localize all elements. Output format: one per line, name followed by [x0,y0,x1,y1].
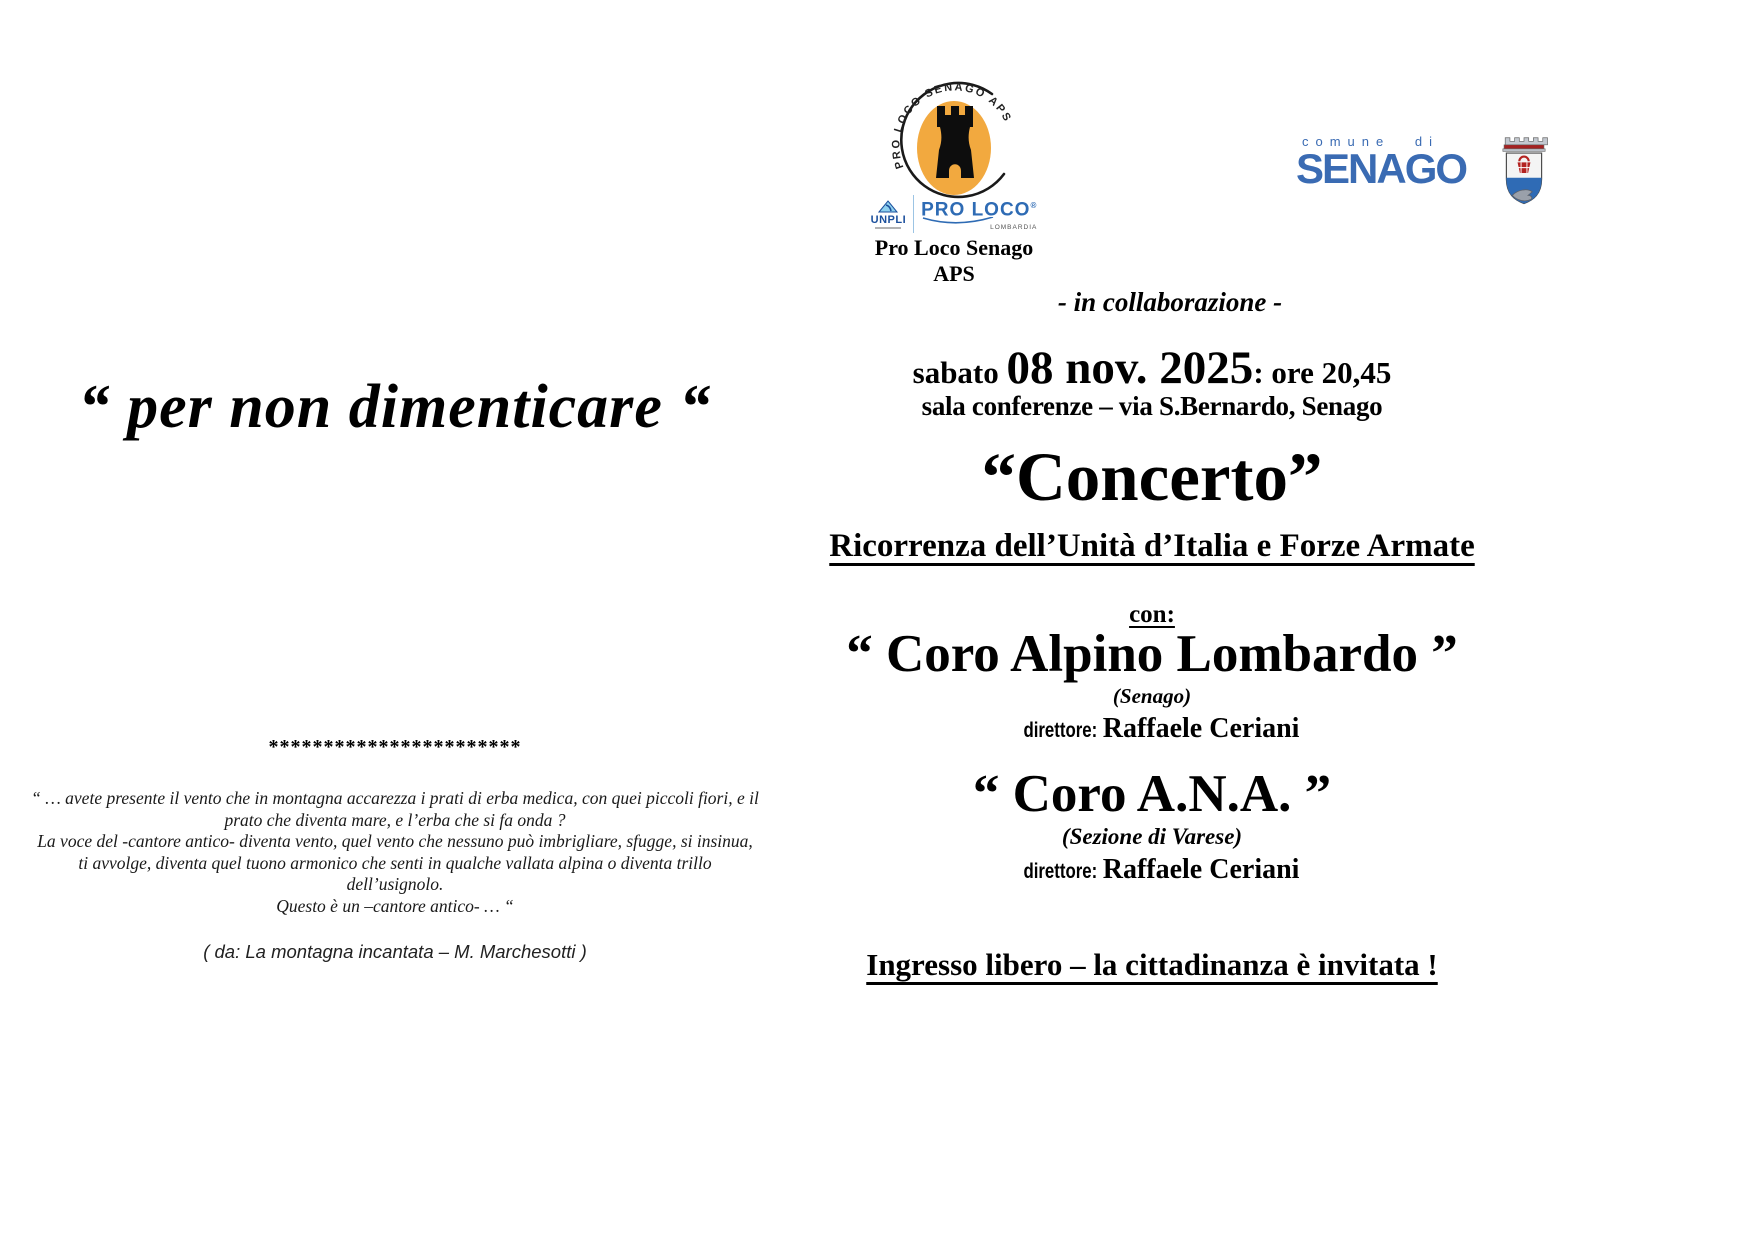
wordmark-swash [921,217,995,224]
proloco-caption: Pro Loco Senago APS [874,235,1034,286]
asterisk-separator: *********************** [268,736,522,758]
proloco-arc-text: PRO LOCO SENAGO APS [890,81,1014,171]
unpli-label: UNPLI [870,214,907,226]
with-label: con: [1129,601,1175,628]
choir-block [790,766,1514,886]
lombardia-label: LOMBARDIA [990,224,1038,232]
director-name: Raffaele Ceriani [1102,713,1300,744]
choir-name: “ Coro A.N.A. ” [972,765,1332,823]
senago-wordmark: SENAGO [1296,145,1467,192]
quote-line: La voce del -cantore antico- diventa vento, quel vento che nessuno può imbrigliare, sfugge, si insinua, [37,831,753,851]
event-day: sabato [912,355,1007,390]
event-time: : ore 20,45 [1253,355,1392,390]
proloco-logo-block [858,76,1050,287]
choir-director-row [790,713,1514,745]
admission-line: Ingresso libero – la cittadinanza è invitata ! [866,947,1438,982]
proloco-wordmark-block [921,197,1037,231]
event-date-line [790,341,1514,395]
quote-line: “ … avete presente il vento che in montagna accarezza i prati di erba medica, con quei piccoli fiori, e il [31,788,759,808]
proloco-castle-icon [858,76,1050,216]
choir-director-row [790,854,1514,886]
senago-coat-of-arms-icon [1497,134,1551,212]
choir-name: “ Coro Alpino Lombardo ” [846,625,1458,683]
event-title: “Concerto” [981,439,1323,515]
event-occasion: Ricorrenza dell’Unità d’Italia e Forze Armate [829,528,1475,564]
unpli-logo [871,199,907,229]
unpli-fine-print [875,227,901,229]
choir-origin: (Senago) [1112,684,1192,708]
choir-origin: (Sezione di Varese) [1061,824,1243,849]
proloco-wordmark: PRO LOCO® [921,199,1038,221]
quote-line: dell’usignolo. [346,874,444,894]
quote-paragraph [28,788,762,917]
logo-divider [913,195,914,233]
left-page-title: “ per non dimenticare “ [78,373,712,441]
director-name: Raffaele Ceriani [1102,854,1300,885]
unpli-icon [877,199,899,214]
event-venue: sala conferenze – via S.Bernardo, Senago [921,391,1383,421]
comune-di-label: comune di [1302,134,1439,149]
unpli-proloco-row [858,195,1050,233]
director-label: direttore: [1022,860,1097,883]
quote-attribution: ( da: La montagna incantata – M. Marchesotti ) [203,941,587,962]
registered-mark: ® [1030,200,1038,210]
event-date: 08 nov. 2025 [1006,342,1254,394]
director-label: direttore: [1022,719,1097,742]
choir-block [790,626,1514,745]
quote-line: Questo è un –cantore antico- … “ [276,895,514,916]
collaboration-line: - in collaborazione - [1057,287,1283,317]
comune-senago-logo [1296,134,1556,192]
quote-line: ti avvolge, diventa quel tuono armonico che senti in qualche vallata alpina o diventa trillo [78,852,712,873]
quote-line: prato che diventa mare, e l’erba che si fa onda ? [224,809,566,830]
